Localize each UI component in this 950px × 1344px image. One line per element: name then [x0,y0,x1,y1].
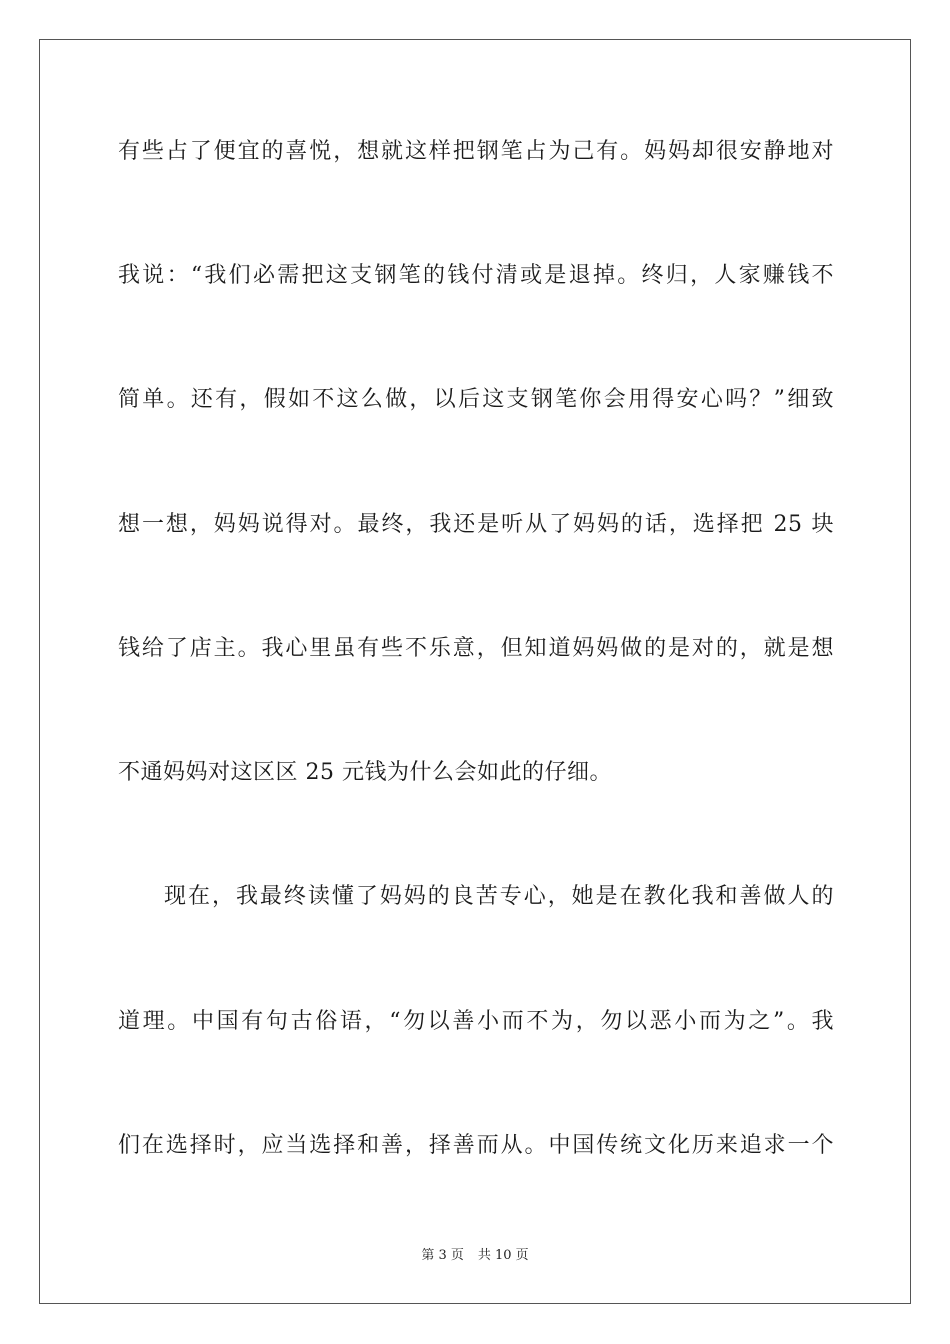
paragraph-line-8: 道理。中国有句古俗语，“勿以善小而不为，勿以恶小而为之”。我 [118,1009,834,1034]
paragraph-line-1: 有些占了便宜的喜悦，想就这样把钢笔占为己有。妈妈却很安静地对 [118,139,834,164]
paragraph-line-5: 钱给了店主。我心里虽有些不乐意，但知道妈妈做的是对的，就是想 [118,636,834,661]
paragraph-line-3: 简单。还有，假如不这么做，以后这支钢笔你会用得安心吗？”细致 [118,387,834,412]
page-number: 第 3 页 [421,1248,464,1263]
page-border [39,39,911,1304]
paragraph-line-2: 我说：“我们必需把这支钢笔的钱付清或是退掉。终归，人家赚钱不 [118,263,834,288]
paragraph-line-7: 现在，我最终读懂了妈妈的良苦专心，她是在教化我和善做人的 [164,884,834,909]
page-footer [0,1247,950,1265]
paragraph-line-4: 想一想，妈妈说得对。最终，我还是听从了妈妈的话，选择把 25 块 [118,512,834,537]
paragraph-line-9: 们在选择时，应当选择和善，择善而从。中国传统文化历来追求一个 [118,1133,834,1158]
page-total: 共 10 页 [477,1248,529,1263]
paragraph-line-6: 不通妈妈对这区区 25 元钱为什么会如此的仔细。 [118,760,612,785]
